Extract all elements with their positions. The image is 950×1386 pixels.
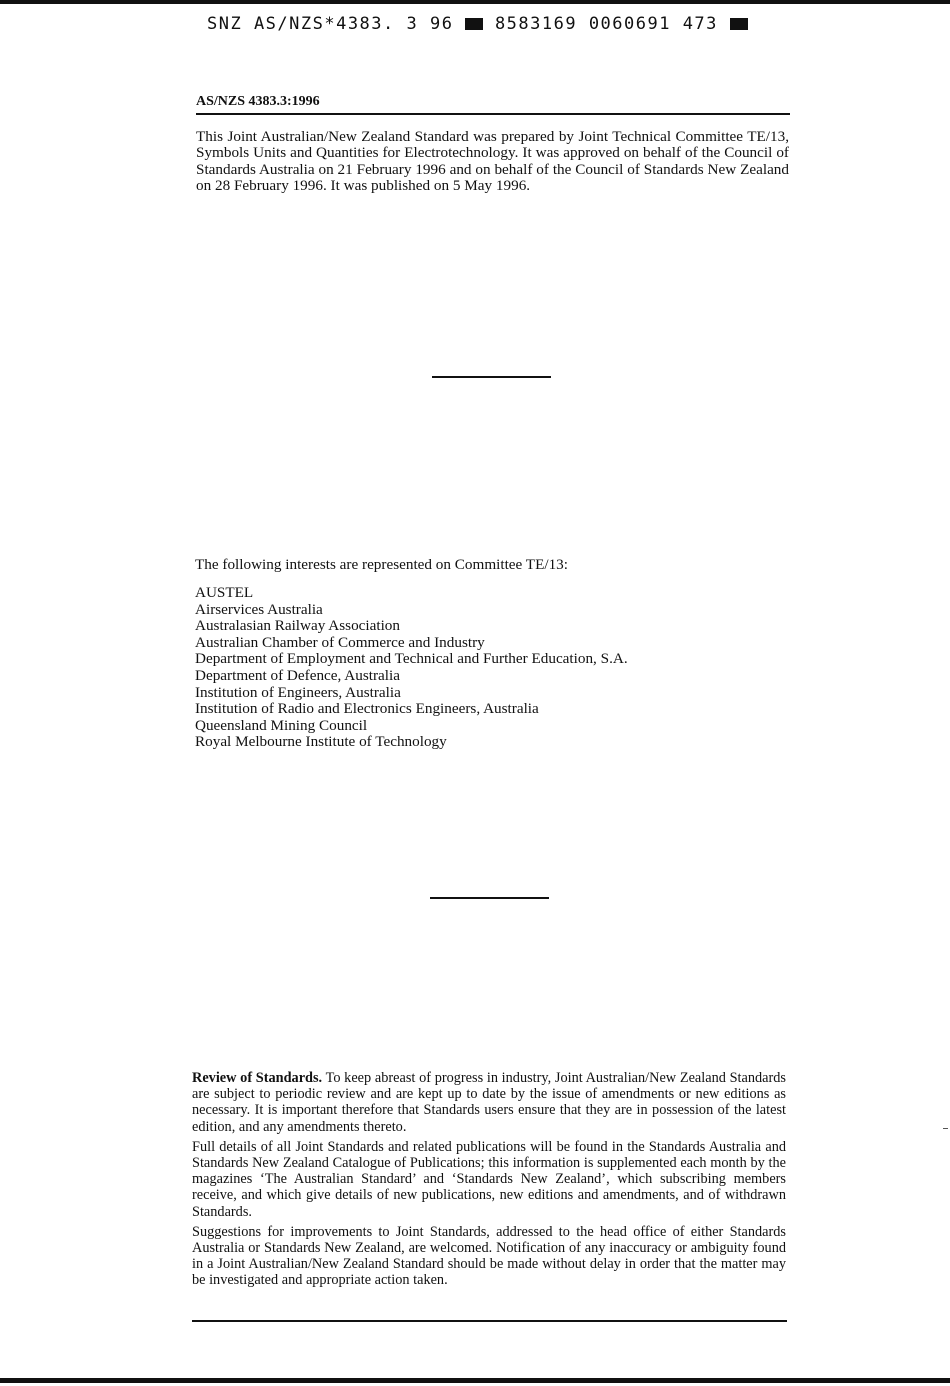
list-item: Department of Defence, Australia: [195, 666, 400, 684]
review-paragraph-1: [192, 1070, 786, 1135]
header-code-line: [207, 14, 807, 34]
review-paragraph-2: Full details of all Joint Standards and related publications will be found in the Standards Australia and Standards New Zealand Catalogue of Publications; this information is supplemented each month by the magazines ‘The Australian Standard’ and ‘Standards New Zealand’, which subscribing members receive, and which give details of new publications, new editions and amendments, and of withdrawn Standards.: [192, 1138, 786, 1220]
barcode-block-icon: [730, 18, 748, 30]
list-item: Royal Melbourne Institute of Technology: [195, 733, 447, 751]
barcode-block-icon: [465, 18, 483, 30]
review-paragraph-3: Suggestions for improvements to Joint Standards, addressed to the head office of either Standards Australia or Standards New Zealand, are welcomed. Notification of any inaccuracy or ambiguity found in a Joint Australian/New Zealand Standard should be made without delay in order that the matter may be investigated and appropriate action taken.: [192, 1223, 786, 1289]
list-item: Airservices Australia: [195, 600, 323, 618]
list-item: Institution of Engineers, Australia: [195, 683, 401, 701]
list-item: Australasian Railway Association: [195, 617, 400, 635]
section-divider: [432, 376, 551, 378]
review-text-1: To keep abreast of progress in industry, Joint Australian/New Zealand Standards are subject to periodic review and are kept up to date by the issue of amendments or new editions as necessary. It is important therefore that Standards users ensure that they are in possession of the latest edition, and any amendments thereto.: [192, 1070, 786, 1135]
standard-title: AS/NZS 4383.3:1996: [196, 94, 320, 109]
committee-heading: The following interests are represented on Committee TE/13:: [195, 556, 568, 573]
bottom-text-rule: [192, 1320, 787, 1322]
top-border-rule: [0, 0, 950, 4]
list-item: Institution of Radio and Electronics Engineers, Australia: [195, 700, 539, 718]
bottom-border-rule: [0, 1378, 950, 1383]
intro-paragraph: This Joint Australian/New Zealand Standard was prepared by Joint Technical Committee TE/13, Symbols Units and Quantities for Electrotechnology. It was approved on behalf of the Council of Standards Australia on 21 February 1996 and on behalf of the Council of Standards New Zealand on 28 February 1996. It was published on 5 May 1996.: [196, 128, 789, 195]
header-code-part1: SNZ AS/NZS*4383. 3 96: [207, 14, 454, 34]
list-item: Department of Employment and Technical and Further Education, S.A.: [195, 650, 628, 668]
list-item: AUSTEL: [195, 584, 254, 601]
list-item: Australian Chamber of Commerce and Industry: [195, 633, 485, 651]
section-divider: [430, 897, 549, 899]
interests-list: [195, 585, 628, 751]
scan-margin-mark: [943, 1128, 948, 1129]
review-section: [192, 1070, 786, 1293]
list-item: Queensland Mining Council: [195, 716, 368, 734]
title-rule: [196, 113, 790, 115]
header-code-part2: 8583169 0060691 473: [494, 14, 718, 34]
review-heading: Review of Standards.: [192, 1070, 323, 1086]
